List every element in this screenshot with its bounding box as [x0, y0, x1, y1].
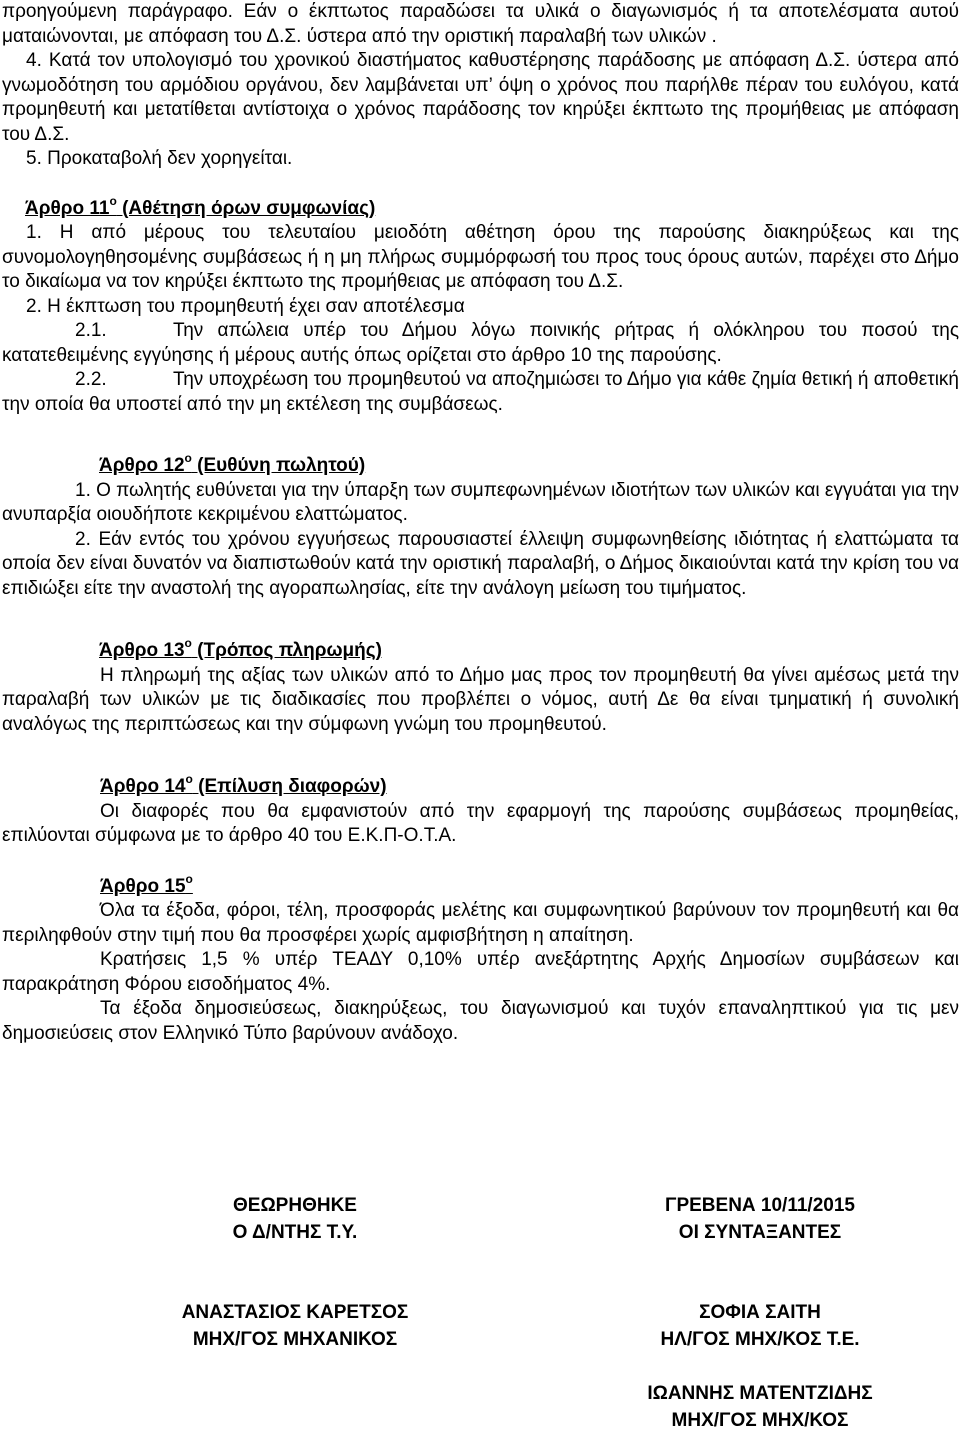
article-11-title-prefix: Άρθρο 11: [25, 198, 109, 219]
article-15-p3: Τα έξοδα δημοσιεύσεως, διακηρύξεως, του διαγωνισμού και τυχόν επαναληπτικού για τις μεν δημοσιεύσεις στον Ελληνικό Τύπο βαρύνουν ανάδοχο.: [2, 997, 959, 1046]
article-14-title-sup: ο: [186, 772, 193, 786]
spacer: [2, 849, 959, 875]
article-12-title-suffix: (Ευθύνη πωλητού): [192, 455, 365, 476]
spacer: [2, 737, 959, 775]
place-date: ΓΡΕΒΕΝΑ 10/11/2015: [610, 1194, 910, 1219]
right-signatory-1-title: ΗΛ/ΓΟΣ ΜΗΧ/ΚΟΣ Τ.Ε.: [610, 1328, 910, 1353]
article-14-title-prefix: Άρθρο 14: [100, 776, 186, 797]
article-13-title: [2, 639, 959, 664]
article-15-p1: Όλα τα έξοδα, φόροι, τέλη, προσφοράς μελέτης και συμφωνητικού βαρύνουν τον προμηθευτή και θα περιληφθούν στην τιμή που θα προσφέρει χωρίς αμφισβήτηση η απαίτηση.: [2, 899, 959, 948]
article-13-title-prefix: Άρθρο 13: [99, 640, 185, 661]
right-signatory-2-title: ΜΗΧ/ΓΟΣ ΜΗΧ/ΚΟΣ: [610, 1409, 910, 1433]
authors-label: ΟΙ ΣΥΝΤΑΞΑΝΤΕΣ: [610, 1221, 910, 1246]
article-11-p21-text: Την απώλεια υπέρ του Δήμου λόγω ποινικής ρήτρας ή ολόκληρου του ποσού της κατατεθειμένης εγγύησης ή μέρους αυτής όπως ορίζεται στο άρθρο 10 της παρούσης.: [2, 320, 959, 366]
article-15-title-prefix: Άρθρο 15: [100, 876, 186, 897]
article-15-title-sup: ο: [186, 872, 193, 886]
article-11-p1: 1. Η από μέρους του τελευταίου μειοδότη αθέτηση όρου της παρούσης διακηρύξεως και της συνομολογηθησομένης συμβάσεως ή η μη πλήρως συμμόρφωσή του προς τους όρους αυτών, παρέχει στο Δήμο το δικαίωμα να τον κηρύξει έκπτωτο της προμήθειας με απόφαση του Δ.Σ.: [2, 221, 959, 295]
spacer: [2, 601, 959, 639]
item-4-paragraph: 4. Κατά τον υπολογισμό του χρονικού διαστήματος καθυστέρησης παράδοσης με απόφαση Δ.Σ. ύστερα από γνωμοδότηση του αρμόδιου οργάνου, δεν λαμβάνεται υπ’ όψη ο χρόνος που παρήλθε πέραν του ευλόγου, κατά προμηθευτή και μετατίθεται αντίστοιχα ο χρόνος παράδοσης τον κηρύξει έκπτωτο της προμήθειας με απόφαση του Δ.Σ.: [2, 49, 959, 147]
article-11-p21: [2, 319, 959, 368]
director-label: Ο Δ/ΝΤΗΣ Τ.Υ.: [160, 1221, 430, 1246]
article-12-title: [2, 454, 959, 479]
article-11-p21-number: 2.1.: [75, 319, 173, 344]
right-signatory-2-name: ΙΩΑΝΝΗΣ ΜΑΤΕΝΤΖΙΔΗΣ: [610, 1382, 910, 1407]
article-12-p1: 1. Ο πωλητής ευθύνεται για την ύπαρξη των συμπεφωνημένων ιδιοτήτων των υλικών και εγγυάται για την ανυπαρξία οιουδήποτε κεκριμένου ελαττώματος.: [2, 479, 959, 528]
spacer: [2, 172, 959, 197]
right-signatory-1-name: ΣΟΦΙΑ ΣΑΙΤΗ: [610, 1301, 910, 1326]
article-11-p22-number: 2.2.: [75, 368, 173, 393]
article-13-title-sup: ο: [185, 636, 192, 650]
intro-paragraph: προηγούμενη παράγραφο. Εάν ο έκπτωτος παραδώσει τα υλικά ο διαγωνισμός ή τα αποτελέσματα αυτού ματαιώνονται, με απόφαση του Δ.Σ. ύστερα από την οριστική παραλαβή των υλικών .: [2, 0, 959, 49]
article-11-p22: [2, 368, 959, 417]
article-14-title-suffix: (Επίλυση διαφορών): [193, 776, 387, 797]
left-signatory-title: ΜΗΧ/ΓΟΣ ΜΗΧΑΝΙΚΟΣ: [160, 1328, 430, 1353]
article-14-p1: Οι διαφορές που θα εμφανιστούν από την εφαρμογή της παρούσης συμβάσεως προμηθείας, επιλύονται σύμφωνα με το άρθρο 40 του Ε.Κ.Π-Ο.Τ.Α.: [2, 800, 959, 849]
item-5-paragraph: 5. Προκαταβολή δεν χορηγείται.: [2, 147, 959, 172]
spacer: [2, 417, 959, 454]
article-12-p2: 2. Εάν εντός του χρόνου εγγυήσεως παρουσιαστεί έλλειψη συμφωνηθείσης ιδιότητας ή ελαττώματα τα οποία δεν είναι δυνατόν να διαπιστωθούν κατά την οριστική παραλαβή, ο Δήμος δικαιούνται κατά την κρίση του να επιδιώξει είτε την αναστολή της αγοραπωλησίας, είτε την ανάλογη μείωση του τιμήματος.: [2, 528, 959, 602]
signature-left: [160, 1194, 430, 1352]
signature-right: [610, 1194, 910, 1433]
article-13-title-suffix: (Τρόπος πληρωμής): [192, 640, 382, 661]
article-11-p2: 2. Η έκπτωση του προμηθευτή έχει σαν αποτέλεσμα: [2, 295, 959, 320]
article-11-title: [2, 197, 959, 222]
article-11-title-suffix: (Αθέτηση όρων συμφωνίας): [117, 198, 375, 219]
article-11-title-sup: ο: [109, 194, 116, 208]
article-15-title: [2, 875, 959, 900]
article-12-title-sup: ο: [185, 451, 192, 465]
left-signatory-name: ΑΝΑΣΤΑΣΙΟΣ ΚΑΡΕΤΣΟΣ: [160, 1301, 430, 1326]
article-13-p1: Η πληρωμή της αξίας των υλικών από το Δήμο μας προς τον προμηθευτή θα γίνει αμέσως μετά την παραλαβή των υλικών με τις διαδικασίες που προβλέπει ο νόμος, αυτή Δε θα είναι τμηματική ή συνολική αναλόγως της περιπτώσεως και την σύμφωνη γνώμη του προμηθευτού.: [2, 664, 959, 738]
article-14-title: [2, 775, 959, 800]
article-11-p22-text: Την υποχρέωση του προμηθευτού να αποζημιώσει το Δήμο για κάθε ζημία θετική ή αποθετική την οποία θα υποστεί από την μη εκτέλεση της συμβάσεως.: [2, 369, 959, 415]
article-15-p2: Κρατήσεις 1,5 % υπέρ ΤΕΑΔΥ 0,10% υπέρ ανεξάρτητης Αρχής Δημοσίων συμβάσεων και παρακράτηση Φόρου εισοδήματος 4%.: [2, 948, 959, 997]
approved-label: ΘΕΩΡΗΘΗΚΕ: [160, 1194, 430, 1219]
article-12-title-prefix: Άρθρο 12: [99, 455, 185, 476]
